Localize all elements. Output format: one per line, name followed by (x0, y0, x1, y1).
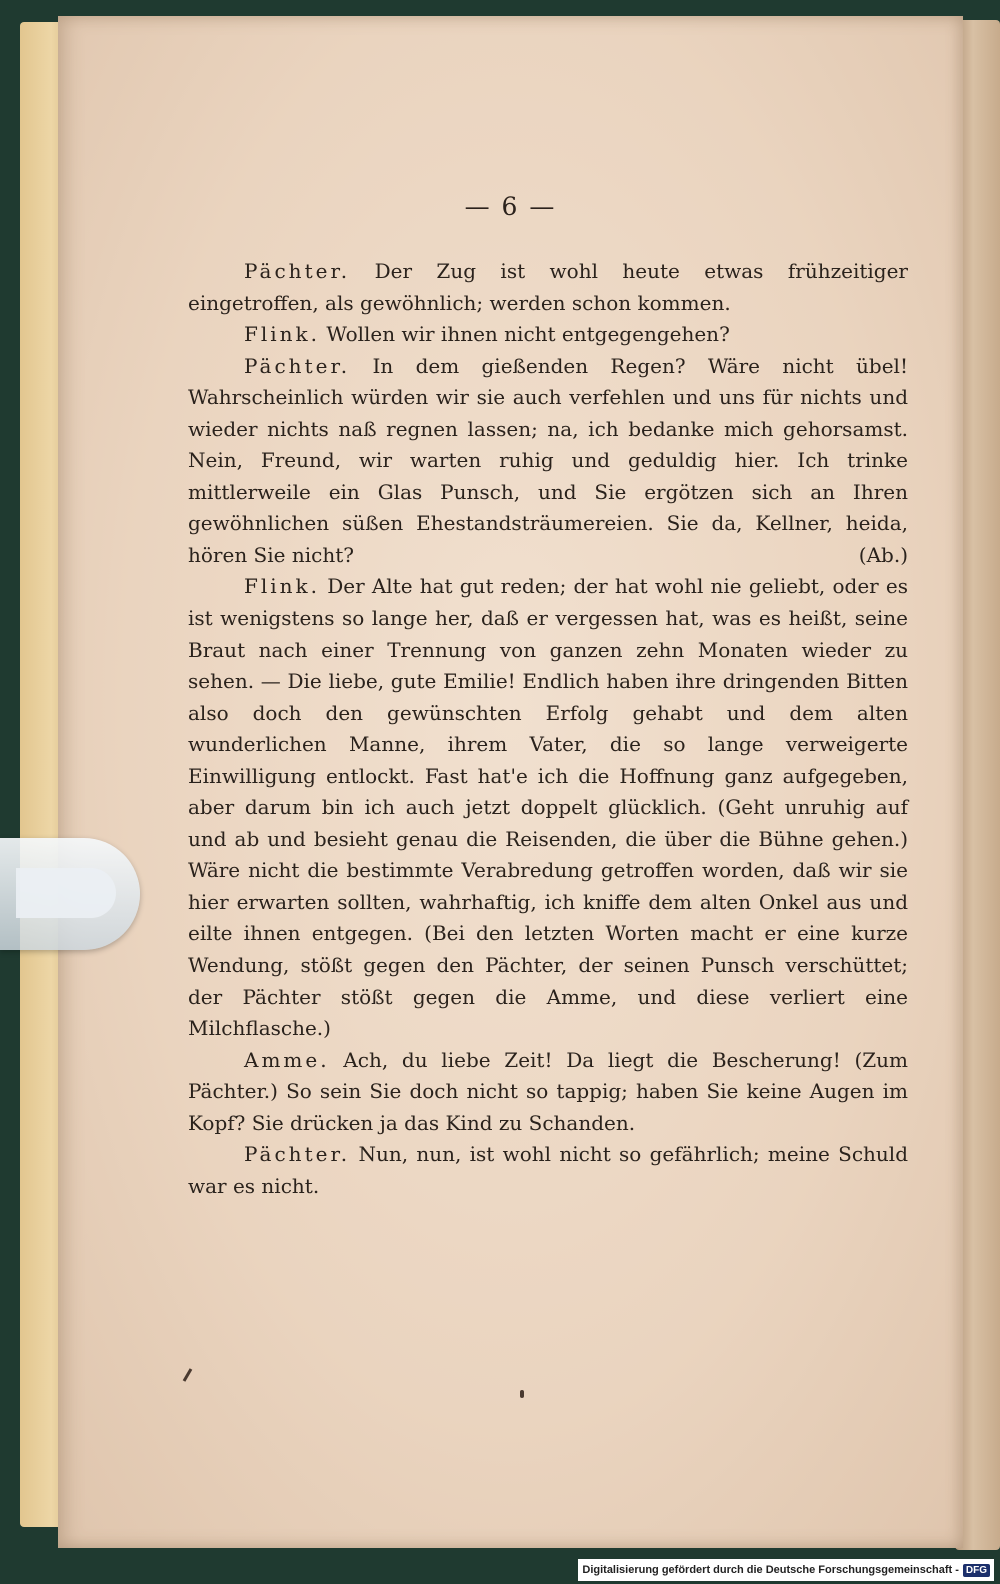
speaker-name: Flink. (244, 322, 321, 347)
dialogue-text: In dem gießenden Regen? Wäre nicht übel! Wahrscheinlich würden wir sie auch verfehlen und uns für nichts und wieder nichts naß regnen lassen; na, ich bedanke mich gehorsamst. Nein, Freund, wir warten ruhig und geduldig hier. Ich trinke mittlerweile ein Glas Punsch, und Sie ergötzen sich an Ihren gewöhnlichen süßen Ehestandsträumereien. Sie da, Kellner, heida, hören Sie nicht? (188, 353, 908, 567)
paragraph (188, 351, 908, 572)
speaker-name: Flink. (244, 574, 321, 599)
ink-mark (183, 1368, 193, 1382)
digitization-credit (578, 1559, 994, 1581)
book-page (58, 16, 963, 1548)
paragraph (188, 1045, 908, 1140)
page-text (188, 256, 908, 1202)
page-holder-clip (0, 838, 140, 950)
credit-text: Digitalisierung gefördert durch die Deutsche Forschungsgemeinschaft - (582, 1564, 959, 1576)
dialogue-text: Der Zug ist wohl heute etwas frühzeitiger eingetroffen, als gewöhnlich; werden schon kommen. (188, 259, 908, 315)
speaker-name: Pächter. (244, 259, 351, 283)
dialogue-text: Nun, nun, ist wohl nicht so gefährlich; meine Schuld war es nicht. (188, 1142, 908, 1198)
speaker-name: Pächter. (244, 353, 351, 378)
clip-slot (16, 868, 116, 918)
ink-mark (520, 1390, 524, 1398)
page-number: — 6 — (464, 192, 557, 221)
paragraph (188, 1139, 908, 1202)
paragraph (188, 256, 908, 319)
dialogue-text: Der Alte hat gut reden; der hat wohl nie geliebt, oder es ist wenigstens so lange her, daß er vergessen hat, was es heißt, seine Braut nach einer Trennung von ganzen zehn Monaten wieder zu sehen. — Die liebe, gute Emilie! Endlich haben ihre dringenden Bitten also doch den gewünschten Erfolg gehabt und dem alten wunderlichen Manne, ihrem Vater, die so lange verweigerte Einwilligung entlockt. Fast hat'e ich die Hoffnung ganz aufgegeben, aber darum bin ich auch jetzt doppelt glücklich. (Geht unruhig auf und ab und besieht genau die Reisenden, die über die Bühne gehen.) Wäre nicht die bestimmte Verabredung getroffen worden, daß wir sie hier erwarten sollten, wahrhaftig, ich kniffe dem alten Onkel aus und eilte ihnen entgegen. (Bei den letzten Worten macht er eine kurze Wendung, stößt gegen den Pächter, der seinen Punsch verschüttet; der Pächter stößt gegen die Amme, und diese verliert eine Milchflasche.) (188, 574, 908, 1041)
stage-direction: (Ab.) (858, 542, 908, 567)
dialogue-text: Wollen wir ihnen nicht entgegengehen? (320, 322, 730, 347)
paragraph (188, 319, 908, 351)
dfg-logo: DFG (963, 1564, 990, 1577)
speaker-name: Pächter. (244, 1142, 351, 1167)
speaker-name: Amme. (244, 1047, 330, 1072)
paragraph (188, 571, 908, 1044)
dialogue-text: Ach, du liebe Zeit! Da liegt die Bescherung! (Zum Pächter.) So sein Sie doch nicht so tappig; haben Sie keine Augen im Kopf? Sie drücken ja das Kind zu Schanden. (188, 1047, 908, 1135)
